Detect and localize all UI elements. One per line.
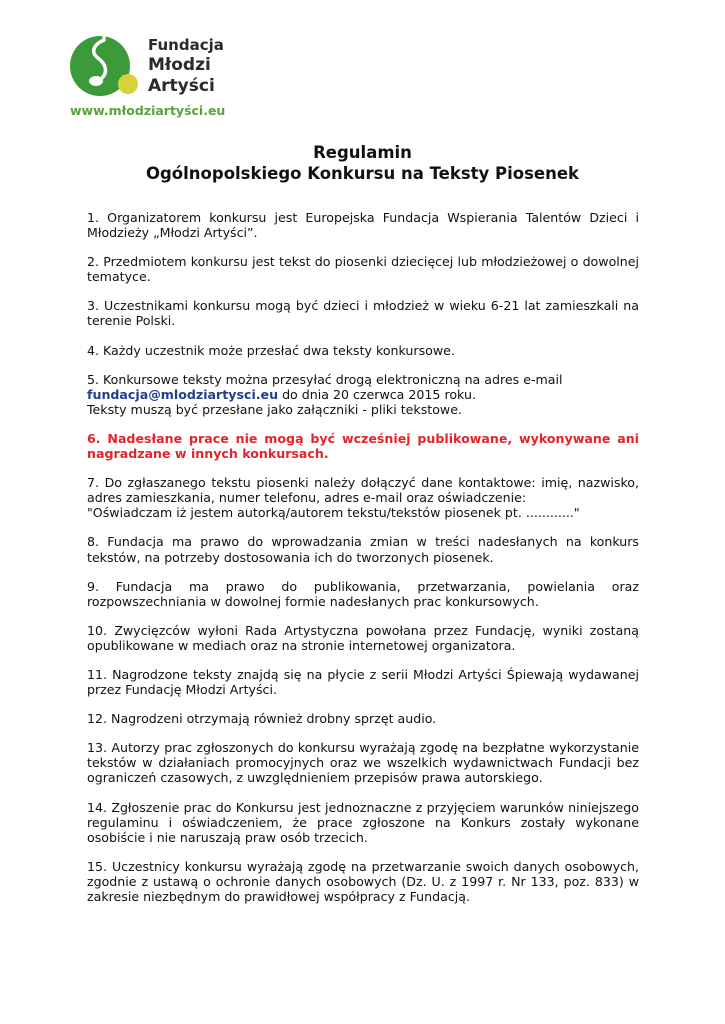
- logo-text-line2: Młodzi: [148, 55, 211, 75]
- document-subtitle: Ogólnopolskiego Konkursu na Teksty Piosenek: [145, 164, 580, 183]
- rule-7-declaration: "Oświadczam iż jestem autorką/autorem tekstu/tekstów piosenek pt. ............": [87, 505, 580, 521]
- rule-3: 3. Uczestnikami konkursu mogą być dzieci i młodzież w wieku 6-21 lat zamieszkali na terenie Polski.: [87, 298, 639, 329]
- rule-13: 13. Autorzy prac zgłoszonych do konkursu wyrażają zgodę na bezpłatne wykorzystanie tekstów w działaniach promocyjnych oraz we wszelkich wydawnictwach Fundacji bez ograniczeń czasowych, z uwzględnieniem przepisów prawa autorskiego.: [87, 740, 639, 786]
- rule-7-contact-data: 7. Do zgłaszanego tekstu piosenki należy dołączyć dane kontaktowe: imię, nazwisko, adres zamieszkania, numer telefonu, adres e-mail oraz oświadczenie:: [87, 475, 639, 506]
- music-note-logo-icon: [60, 26, 150, 106]
- rule-10: 10. Zwycięzców wyłoni Rada Artystyczna powołana przez Fundację, wyniki zostaną opublikowane w mediach oraz na stronie internetowej organizatora.: [87, 622, 639, 653]
- logo-url: www.młodziartyści.eu: [70, 103, 226, 118]
- rule-5: [87, 372, 639, 417]
- rule-5-intro: 5. Konkursowe teksty można przesyłać drogą elektroniczną na adres e-mail: [87, 371, 563, 387]
- rule-2: 2. Przedmiotem konkursu jest tekst do piosenki dziecięcej lub młodzieżowej o dowolnej tematyce.: [87, 254, 639, 285]
- logo-text-line1: Fundacja: [148, 36, 224, 54]
- rule-7: [87, 475, 639, 520]
- rule-11: 11. Nagrodzone teksty znajdą się na płycie z serii Młodzi Artyści Śpiewają wydawanej przez Fundację Młodzi Artyści.: [87, 666, 639, 698]
- document-title: Regulamin: [313, 143, 412, 162]
- rule-6-highlighted: 6. Nadesłane prace nie mogą być wcześniej publikowane, wykonywane ani nagradzane w innych konkursach.: [87, 430, 639, 462]
- rule-14: 14. Zgłoszenie prac do Konkursu jest jednoznaczne z przyjęciem warunków niniejszego regulaminu i oświadczeniem, że prace zgłoszone na Konkurs zostały wykonane osobiście i nie naruszają praw osób trzecich.: [87, 799, 639, 845]
- rule-8: 8. Fundacja ma prawo do wprowadzania zmian w treści nadesłanych na konkurs tekstów, na potrzeby dostosowania ich do tworzonych piosenek.: [87, 534, 639, 565]
- foundation-logo: [60, 26, 250, 122]
- logo-text-line3: Artyści: [148, 76, 215, 96]
- rule-5-attachments: Teksty muszą być przesłane jako załączniki - pliki tekstowe.: [87, 401, 462, 417]
- rule-5-deadline: do dnia 20 czerwca 2015 roku.: [278, 386, 476, 402]
- rule-1: 1. Organizatorem konkursu jest Europejska Fundacja Wspierania Talentów Dzieci i Młodzieży „Młodzi Artyści”.: [87, 210, 639, 241]
- rule-4: 4. Każdy uczestnik może przesłać dwa teksty konkursowe.: [87, 342, 455, 358]
- rule-9: 9. Fundacja ma prawo do publikowania, przetwarzania, powielania oraz rozpowszechniania w dowolnej formie nadesłanych prac konkursowych.: [87, 578, 639, 609]
- rule-12: 12. Nagrodzeni otrzymają również drobny sprzęt audio.: [87, 711, 437, 727]
- rule-15: 15. Uczestnicy konkursu wyrażają zgodę na przetwarzanie swoich danych osobowych, zgodnie z ustawą o ochronie danych osobowych (Dz. U. z 1997 r. Nr 133, poz. 833) w zakresie niezbędnym do prawidłowej współpracy z Fundacją.: [87, 858, 639, 904]
- rules-list: [87, 210, 639, 918]
- rule-5-deadline-line: [87, 387, 639, 402]
- contact-email-link[interactable]: fundacja@mlodziartysci.eu: [87, 386, 279, 402]
